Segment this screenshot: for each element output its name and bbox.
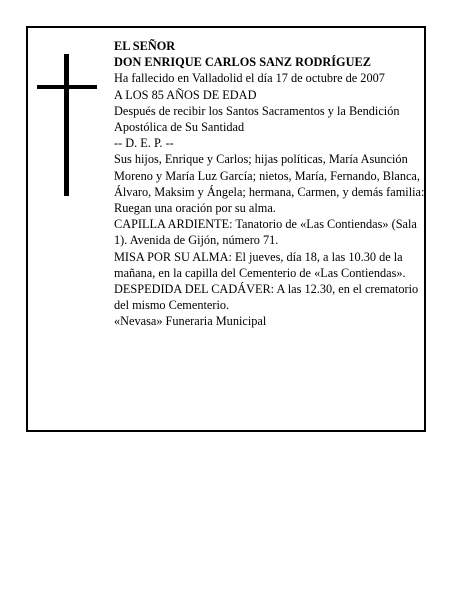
funeral-home-line: «Nevasa» Funeraria Municipal bbox=[114, 314, 267, 329]
cross-vertical-bar bbox=[64, 54, 69, 196]
death-line: Ha fallecido en Valladolid el día 17 de octubre de 2007 bbox=[114, 71, 385, 86]
age-line: A LOS 85 AÑOS DE EDAD bbox=[114, 87, 257, 102]
dep-line: -- D. E. P. -- bbox=[114, 136, 174, 151]
family-line: Sus hijos, Enrique y Carlos; hijas políticas, María Asunción Moreno y María Luz García; nietos, María, Fernando, Blanca, Álvaro, Maksim y Ángela; hermana, Carmen, y demás familia: bbox=[114, 152, 425, 199]
farewell-line: DESPEDIDA DEL CADÁVER: A las 12.30, en el crematorio del mismo Cementerio. bbox=[114, 282, 419, 313]
notice-heading: EL SEÑOR bbox=[114, 39, 176, 53]
prayer-line: Ruegan una oración por su alma. bbox=[114, 201, 276, 216]
cross-horizontal-bar bbox=[37, 85, 97, 89]
deceased-name: DON ENRIQUE CARLOS SANZ RODRÍGUEZ bbox=[114, 55, 371, 70]
latin-cross-icon bbox=[37, 54, 97, 196]
obituary-text bbox=[114, 38, 426, 330]
sacraments-line: Después de recibir los Santos Sacramentos y la Bendición Apostólica de Su Santidad bbox=[114, 103, 400, 135]
chapel-line: CAPILLA ARDIENTE: Tanatorio de «Las Contiendas» (Sala 1). Avenida de Gijón, número 71. bbox=[114, 217, 417, 248]
mass-line: MISA POR SU ALMA: El jueves, día 18, a las 10.30 de la mañana, en la capilla del Cementerio de «Las Contiendas». bbox=[114, 249, 406, 280]
